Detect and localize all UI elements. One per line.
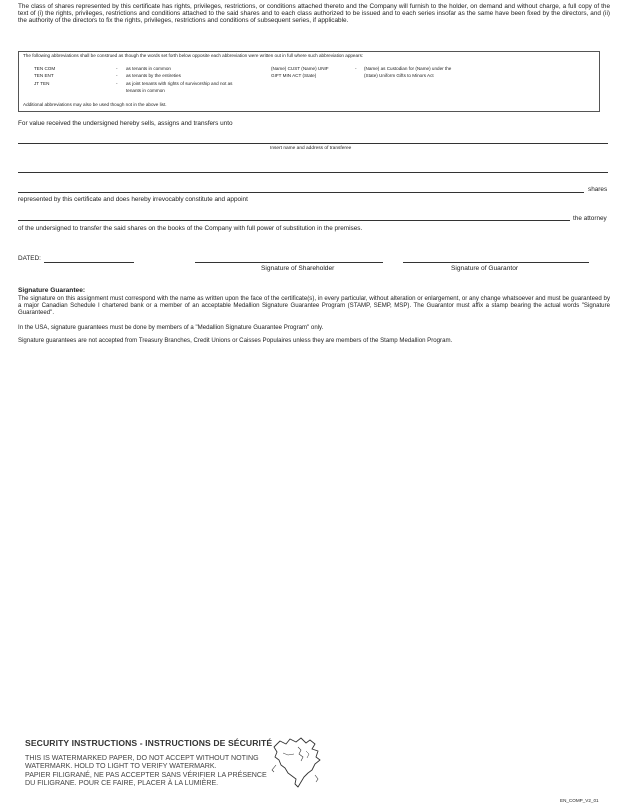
signature-guarantee-heading: Signature Guarantee:: [18, 287, 86, 294]
abbreviations-heading: The following abbreviations shall be construed as though the words set forth below opposite each abbreviation were written out in full where such abbreviation appears:: [23, 53, 364, 58]
security-line-4: DU FILIGRANE. POUR CE FAIRE, PLACER À LA LUMIÈRE.: [25, 779, 219, 788]
abbr-ten-ent: TEN ENT: [34, 73, 54, 78]
abbr-dash: -: [116, 66, 118, 71]
guarantee-exclusions-note: Signature guarantees are not accepted from Treasury Branches, Credit Unions or Caisses Populaires unless they are members of the Stamp Medallion Program.: [18, 337, 453, 344]
security-line-1: THIS IS WATERMARKED PAPER, DO NOT ACCEPT WITHOUT NOTING: [25, 754, 259, 762]
usa-guarantee-note: In the USA, signature guarantees must be done by members of a "Medallion Signature Guarantee Program" only.: [18, 324, 324, 331]
represented-text: represented by this certificate and does hereby irrevocably constitute and appoint: [18, 196, 248, 203]
shares-label: shares: [588, 186, 608, 193]
security-line-2: WATERMARK. HOLD TO LIGHT TO VERIFY WATERMARK.: [25, 762, 217, 771]
abbreviations-box: [18, 51, 600, 112]
transferee-line-1[interactable]: [18, 143, 608, 144]
attorney-label: the attorney: [573, 215, 607, 222]
date-line[interactable]: [44, 262, 134, 263]
shareholder-signature-line[interactable]: [195, 262, 383, 263]
guarantor-signature-line[interactable]: [403, 262, 589, 263]
attorney-line[interactable]: [18, 220, 570, 221]
shares-line[interactable]: [18, 192, 584, 193]
transferee-line-2[interactable]: [18, 172, 608, 173]
guarantor-signature-label: Signature of Guarantor: [451, 265, 519, 272]
abbr-unif-gift-meaning2: (State) Uniform Gifts to Minors Act: [364, 73, 434, 78]
abbr-ten-com: TEN COM: [34, 66, 56, 71]
form-code: EN_COMP_V2_01: [560, 798, 599, 803]
abbr-jt-ten: JT TEN: [34, 81, 50, 86]
abbr-dash: -: [116, 73, 118, 78]
substitution-text: of the undersigned to transfer the said shares on the books of the Company with full power of substitution in the premises.: [18, 225, 363, 232]
abbr-dash: -: [116, 81, 118, 86]
security-line-3: PAPIER FILIGRANÉ, NE PAS ACCEPTER SANS VÉRIFIER LA PRÉSENCE: [25, 770, 267, 779]
abbr-jt-ten-meaning-cont: tenants in common: [126, 88, 165, 93]
abbreviations-footer: Additional abbreviations may also be used though not in the above list.: [23, 102, 167, 107]
abbr-unif-gift-line1: (Name) CUST (Name) UNIF: [271, 66, 329, 71]
signature-guarantee-paragraph: The signature on this assignment must correspond with the name as written upon the face of the certificate(s), in every particular, without alteration or enlargement, or any change whatsoever and must be guaranteed by a major Canadian Schedule I chartered bank or a member of an acceptable Medallion Signature Guarantee Program (STAMP, SEMP, MSP). The Guarantor must affix a stamp bearing the actual words "Signature Guaranteed".: [18, 295, 610, 316]
abbr-ten-com-meaning: as tenants in common: [126, 66, 171, 71]
abbr-unif-gift-meaning1: (Name) as Custodian for (Name) under the: [364, 66, 452, 71]
abbr-ten-ent-meaning: as tenants by the entireties: [126, 73, 181, 78]
shareholder-signature-label: Signature of Shareholder: [261, 265, 335, 272]
security-instructions-title: SECURITY INSTRUCTIONS - INSTRUCTIONS DE SÉCURITÉ: [25, 738, 273, 748]
abbr-jt-ten-meaning: as joint tenants with rights of survivorship and not as: [126, 81, 233, 86]
north-america-map-icon: [268, 735, 326, 793]
share-rights-notice: The class of shares represented by this certificate has rights, privileges, restrictions, or conditions attached thereto and the Company will furnish to the holder, on demand and without charge, a full copy of the text of (i) the rights, privileges, restrictions and conditions attached to the said shares and to each class authorized to be issued and to each series insofar as the same have been fixed by the directors, and (ii) the authority of the directors to fix the rights, privileges, restrictions and conditions of subsequent series, if applicable.: [18, 3, 610, 25]
abbr-unif-gift-line2: GIFT MIN ACT (State): [271, 73, 317, 78]
value-received-text: For value received the undersigned hereby sells, assigns and transfers unto: [18, 120, 233, 127]
transferee-caption: Insert name and address of transferee: [270, 146, 352, 151]
abbr-dash: -: [355, 66, 357, 71]
security-instructions: [25, 738, 275, 788]
dated-label: DATED:: [18, 255, 41, 262]
